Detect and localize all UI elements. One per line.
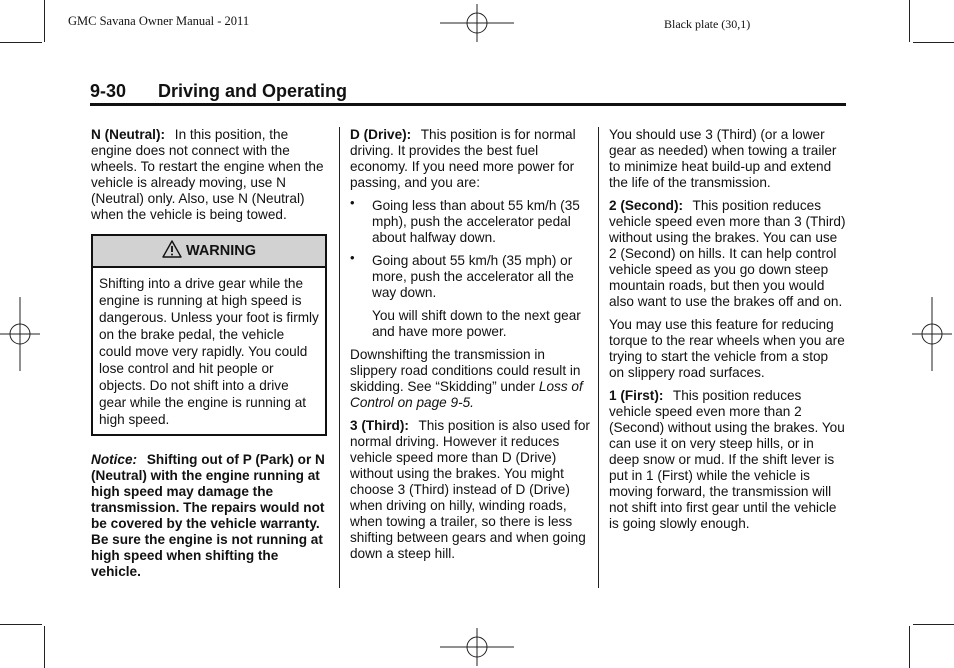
registration-mark-right xyxy=(912,297,952,371)
warning-header xyxy=(93,236,325,268)
third-label: 3 (Third): xyxy=(350,418,409,433)
crop-mark xyxy=(44,626,45,668)
first-paragraph xyxy=(609,388,846,532)
warning-title: WARNING xyxy=(185,243,257,259)
warning-text: Shifting into a drive gear while the engine is running at high speed is dangerous. Unless your foot is firmly on the brake pedal, the vehicle could move very rapidly. You could lose control and hit people or objects. Do not shift into a drive gear while the engine is running at high speed. xyxy=(99,276,319,427)
list-item xyxy=(350,195,590,246)
third-continued-paragraph: You should use 3 (Third) (or a lower gear as needed) when towing a trailer to minimize heat build-up and extend the life of the transmission. xyxy=(609,127,837,190)
section-title: Driving and Operating xyxy=(158,81,348,101)
crop-mark xyxy=(0,42,42,43)
page-number: 9-30 xyxy=(90,81,127,101)
first-label: 1 (First): xyxy=(609,388,664,403)
column-divider xyxy=(598,127,599,588)
registration-mark-left xyxy=(0,297,40,371)
registration-mark-bottom xyxy=(440,628,514,666)
column-2 xyxy=(350,127,590,569)
crop-mark xyxy=(44,0,45,42)
list-item xyxy=(350,250,590,301)
third-paragraph xyxy=(350,418,590,562)
notice-text: Shifting out of P (Park) or N (Neutral) with the engine running at high speed may damage the transmission. The repairs would not be covered by the vehicle warranty. Be sure the engine is not running at high speed when shifting the vehicle. xyxy=(91,452,325,579)
downshift-paragraph xyxy=(350,347,590,411)
warning-box xyxy=(91,234,327,436)
bullet-text: Going about 55 km/h (35 mph) or more, push the accelerator all the way down. xyxy=(372,253,574,300)
section-header xyxy=(90,81,846,106)
second-paragraph xyxy=(609,198,846,310)
crop-mark xyxy=(0,624,42,625)
crop-mark xyxy=(913,624,954,625)
crop-mark xyxy=(909,626,910,668)
manual-title: GMC Savana Owner Manual - 2011 xyxy=(68,14,250,28)
neutral-text: In this position, the engine does not connect with the wheels. To restart the engine when the vehicle is already moving, use N (Neutral) only. Also, use N (Neutral) when the vehicle is being towed. xyxy=(91,127,324,222)
crop-mark xyxy=(909,0,910,42)
third-text: This position is also used for normal driving. However it reduces vehicle speed more than D (Drive) without using the brakes. You might choose 3 (Third) instead of D (Drive) when driving on hilly, winding roads, when towing a trailer, so there is less shifting between gears and when going down a steep hill. xyxy=(350,418,590,561)
second-text: This position reduces vehicle speed even more than 3 (Third) without using the brakes. You can use 2 (Second) on hills. It can help control vehicle speed as you go down steep mountain roads, but then you would also want to use the brakes off and on. xyxy=(609,198,846,309)
column-divider xyxy=(339,127,340,588)
drive-paragraph xyxy=(350,127,590,191)
bullet-icon: • xyxy=(350,195,355,210)
drive-label: D (Drive): xyxy=(350,127,412,142)
warning-triangle-icon xyxy=(162,240,182,262)
first-text: This position reduces vehicle speed even more than 2 (Second) without using the brakes. You can use it on very steep hills, or in deep snow or mud. If the shift lever is put in 1 (First) while the vehicle is moving forward, the transmission will not shift into first gear until the vehicle is going slowly enough. xyxy=(609,388,845,531)
neutral-paragraph xyxy=(91,127,327,223)
drive-text: This position is for normal driving. It provides the best fuel economy. If you need more power for passing, and you are: xyxy=(350,127,576,190)
column-1 xyxy=(91,127,327,587)
cross-reference-link[interactable]: Loss of Control on page 9-5. xyxy=(350,379,583,410)
registration-mark-top xyxy=(440,4,514,42)
crop-mark xyxy=(913,42,954,43)
indented-note: You will shift down to the next gear and have more power. xyxy=(372,308,581,339)
notice-paragraph xyxy=(91,452,327,580)
downshift-text: Downshifting the transmission in slippery road conditions could result in skidding. See “Skidding” under xyxy=(350,347,581,394)
bullet-text: Going less than about 55 km/h (35 mph), push the accelerator pedal about halfway down. xyxy=(372,198,580,245)
notice-label: Notice: xyxy=(91,452,138,467)
second-label: 2 (Second): xyxy=(609,198,684,213)
neutral-label: N (Neutral): xyxy=(91,127,166,142)
plate-label: Black plate (30,1) xyxy=(664,17,751,31)
column-3 xyxy=(609,127,846,539)
feature-paragraph: You may use this feature for reducing torque to the rear wheels when you are trying to start the vehicle from a stop on slippery road surfaces. xyxy=(609,317,845,380)
bullet-icon: • xyxy=(350,250,355,265)
